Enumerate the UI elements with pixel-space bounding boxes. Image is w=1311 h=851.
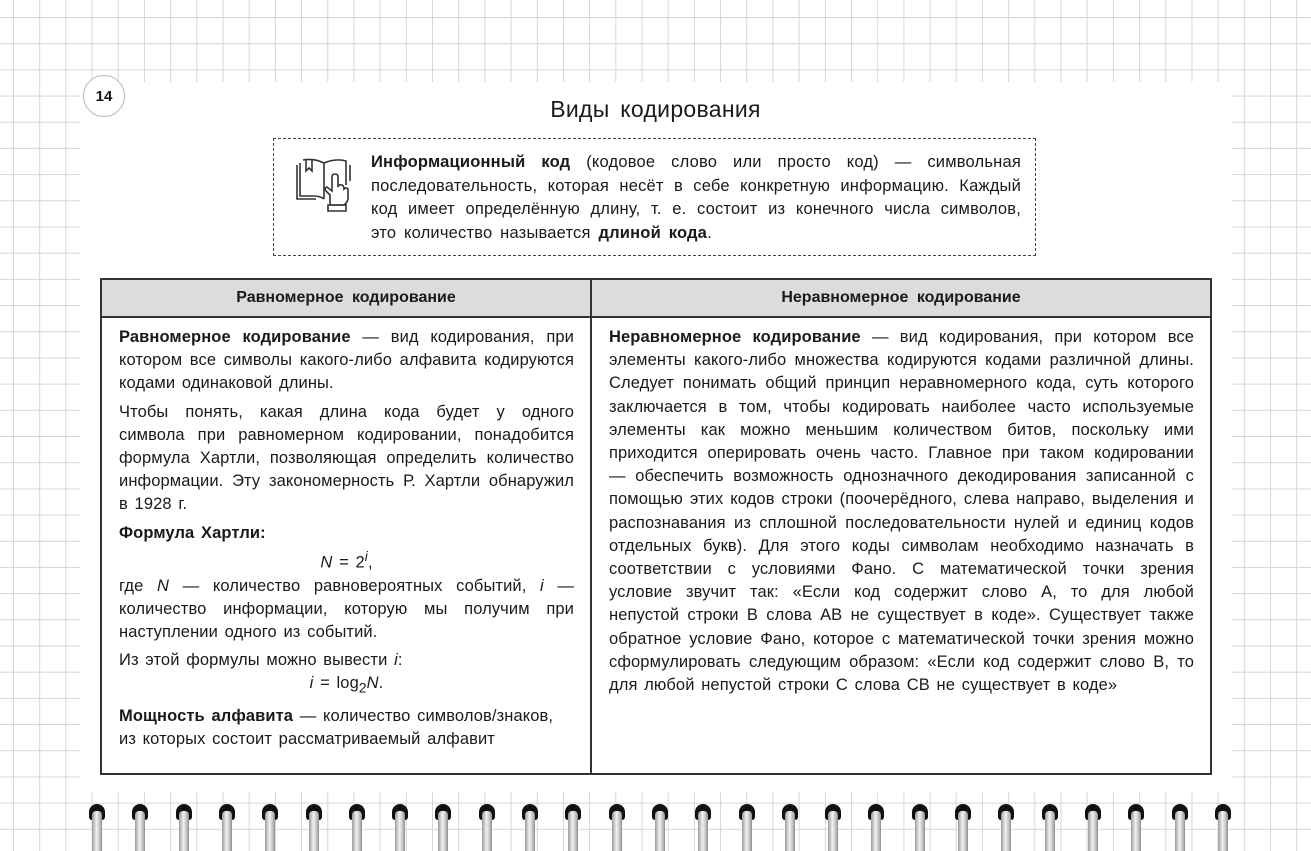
definition-end: .	[707, 223, 712, 242]
var-n: N	[366, 674, 379, 693]
derive-colon: :	[397, 651, 403, 670]
spiral-binding-ring-icon	[133, 804, 147, 848]
spiral-binding-ring-icon	[740, 804, 754, 848]
var-i: i	[394, 651, 398, 670]
formula-eq: = 2	[332, 553, 365, 572]
term-code-length: длиной кода	[598, 223, 708, 242]
alphabet-power-definition	[119, 705, 574, 751]
spiral-binding-ring-icon	[999, 804, 1013, 848]
spiral-binding-ring-icon	[1216, 804, 1230, 848]
spiral-binding-ring-icon	[1043, 804, 1057, 848]
definition-box	[273, 138, 1036, 256]
nonuniform-coding-cell	[591, 317, 1211, 774]
spiral-binding-ring-icon	[263, 804, 277, 848]
definition-text	[371, 151, 1021, 245]
term-alphabet-power: Мощность алфавита	[119, 706, 294, 725]
derive-line	[119, 649, 574, 672]
spiral-binding-ring-icon	[1173, 804, 1187, 848]
spiral-binding-ring-icon	[480, 804, 494, 848]
spiral-binding-ring-icon	[956, 804, 970, 848]
var-n: N	[320, 553, 333, 572]
uniform-definition	[119, 326, 574, 396]
where-prefix: где	[119, 576, 157, 595]
where-n-text: — количество равновероятных событий,	[169, 576, 527, 595]
formula-explanation	[119, 575, 574, 645]
spiral-binding-ring-icon	[90, 804, 104, 848]
term-uniform-coding: Равномерное кодирование	[119, 328, 351, 346]
spiral-binding-ring-icon	[177, 804, 191, 848]
spiral-binding-ring-icon	[220, 804, 234, 848]
term-information-code: Информационный код	[371, 153, 571, 171]
comparison-table	[100, 278, 1212, 775]
formula-heading-text: Формула Хартли:	[119, 523, 266, 542]
alphabet-power-text: — количество символов/знаков, из которых состоит рассматриваемый алфавит	[119, 706, 554, 749]
where-i-text: — количество информации, которую мы получим при наступлении одного из событий.	[119, 576, 574, 641]
spiral-binding-ring-icon	[610, 804, 624, 848]
definition-body: (кодовое слово или просто код) — символьная последовательность, которая несёт в себе конкретную информацию. Каждый код имеет определённую длину, т. е. состоит из конечного числа символов, это количество называется	[371, 153, 1021, 242]
table-header-row	[101, 279, 1211, 317]
hartley-intro: Чтобы понять, какая длина кода будет у одного символа при равномерном кодировании, понадобится формула Хартли, позволяющая определить количество информации. Эту закономерность Р. Хартли обнаружил в 1928 г.	[119, 402, 574, 514]
uniform-definition-text: — вид кодирования, при котором все символы какого-либо алфавита кодируются кодами одинаковой длины.	[119, 328, 574, 393]
uniform-coding-cell	[101, 317, 591, 774]
spiral-binding-ring-icon	[869, 804, 883, 848]
spiral-binding	[0, 800, 1311, 844]
spiral-binding-ring-icon	[826, 804, 840, 848]
spiral-binding-ring-icon	[696, 804, 710, 848]
page-number: 14	[83, 75, 125, 117]
spiral-binding-ring-icon	[913, 804, 927, 848]
spiral-binding-ring-icon	[566, 804, 580, 848]
log-formula	[119, 672, 574, 700]
book-pointing-hand-icon	[294, 155, 356, 213]
table-row	[101, 317, 1211, 774]
log-text: = log	[313, 674, 359, 693]
spiral-binding-ring-icon	[653, 804, 667, 848]
header-nonuniform-coding: Неравномерное кодирование	[591, 279, 1211, 317]
spiral-binding-ring-icon	[1086, 804, 1100, 848]
derive-text: Из этой формулы можно вывести	[119, 651, 395, 670]
var-i: i	[309, 674, 314, 693]
spiral-binding-ring-icon	[783, 804, 797, 848]
nonuniform-definition	[609, 326, 1194, 697]
term-nonuniform-coding: Неравномерное кодирование	[609, 328, 861, 346]
log-base: 2	[358, 680, 367, 696]
formula-comma: ,	[367, 553, 373, 572]
spiral-binding-ring-icon	[393, 804, 407, 848]
header-uniform-coding: Равномерное кодирование	[101, 279, 591, 317]
var-n: N	[157, 576, 170, 595]
spiral-binding-ring-icon	[436, 804, 450, 848]
var-i-exponent: i	[364, 548, 368, 564]
spiral-binding-ring-icon	[307, 804, 321, 848]
spiral-binding-ring-icon	[523, 804, 537, 848]
formula-heading	[119, 522, 574, 545]
spiral-binding-ring-icon	[350, 804, 364, 848]
formula-period: .	[378, 674, 384, 693]
spiral-binding-ring-icon	[1129, 804, 1143, 848]
page-title: Виды кодирования	[550, 96, 761, 122]
hartley-formula	[119, 545, 574, 575]
nonuniform-definition-text: — вид кодирования, при котором все элементы какого-либо множества кодируются кодами различной длины. Следует понимать общий принцип неравномерного кода, суть которого заключается в том, чтобы кодировать наиболее часто используемые элементы как можно меньшим количеством битов, поскольку ими приходится оперировать очень часто. Главное при таком кодировании — обеспечить возможность однозначного декодирования записанной с помощью этих кодов строки (поочерёдного, слева направо, выделения и распознавания из сплошной последовательности нулей и единиц кодов отдельных букв). Для этого коды символам необходимо назначать в соответствии с условиями Фано. С математической точки зрения условие звучит так: «Если код содержит слово А, то для любой непустой строки В слова АВ не существует в коде». Существует также обратное условие Фано, которое с математической точки зрения можно сформулировать следующим образом: «Если код содержит слово В, то для любой непустой строки С слова СВ не существует в коде»	[609, 328, 1195, 695]
var-i: i	[540, 576, 544, 595]
